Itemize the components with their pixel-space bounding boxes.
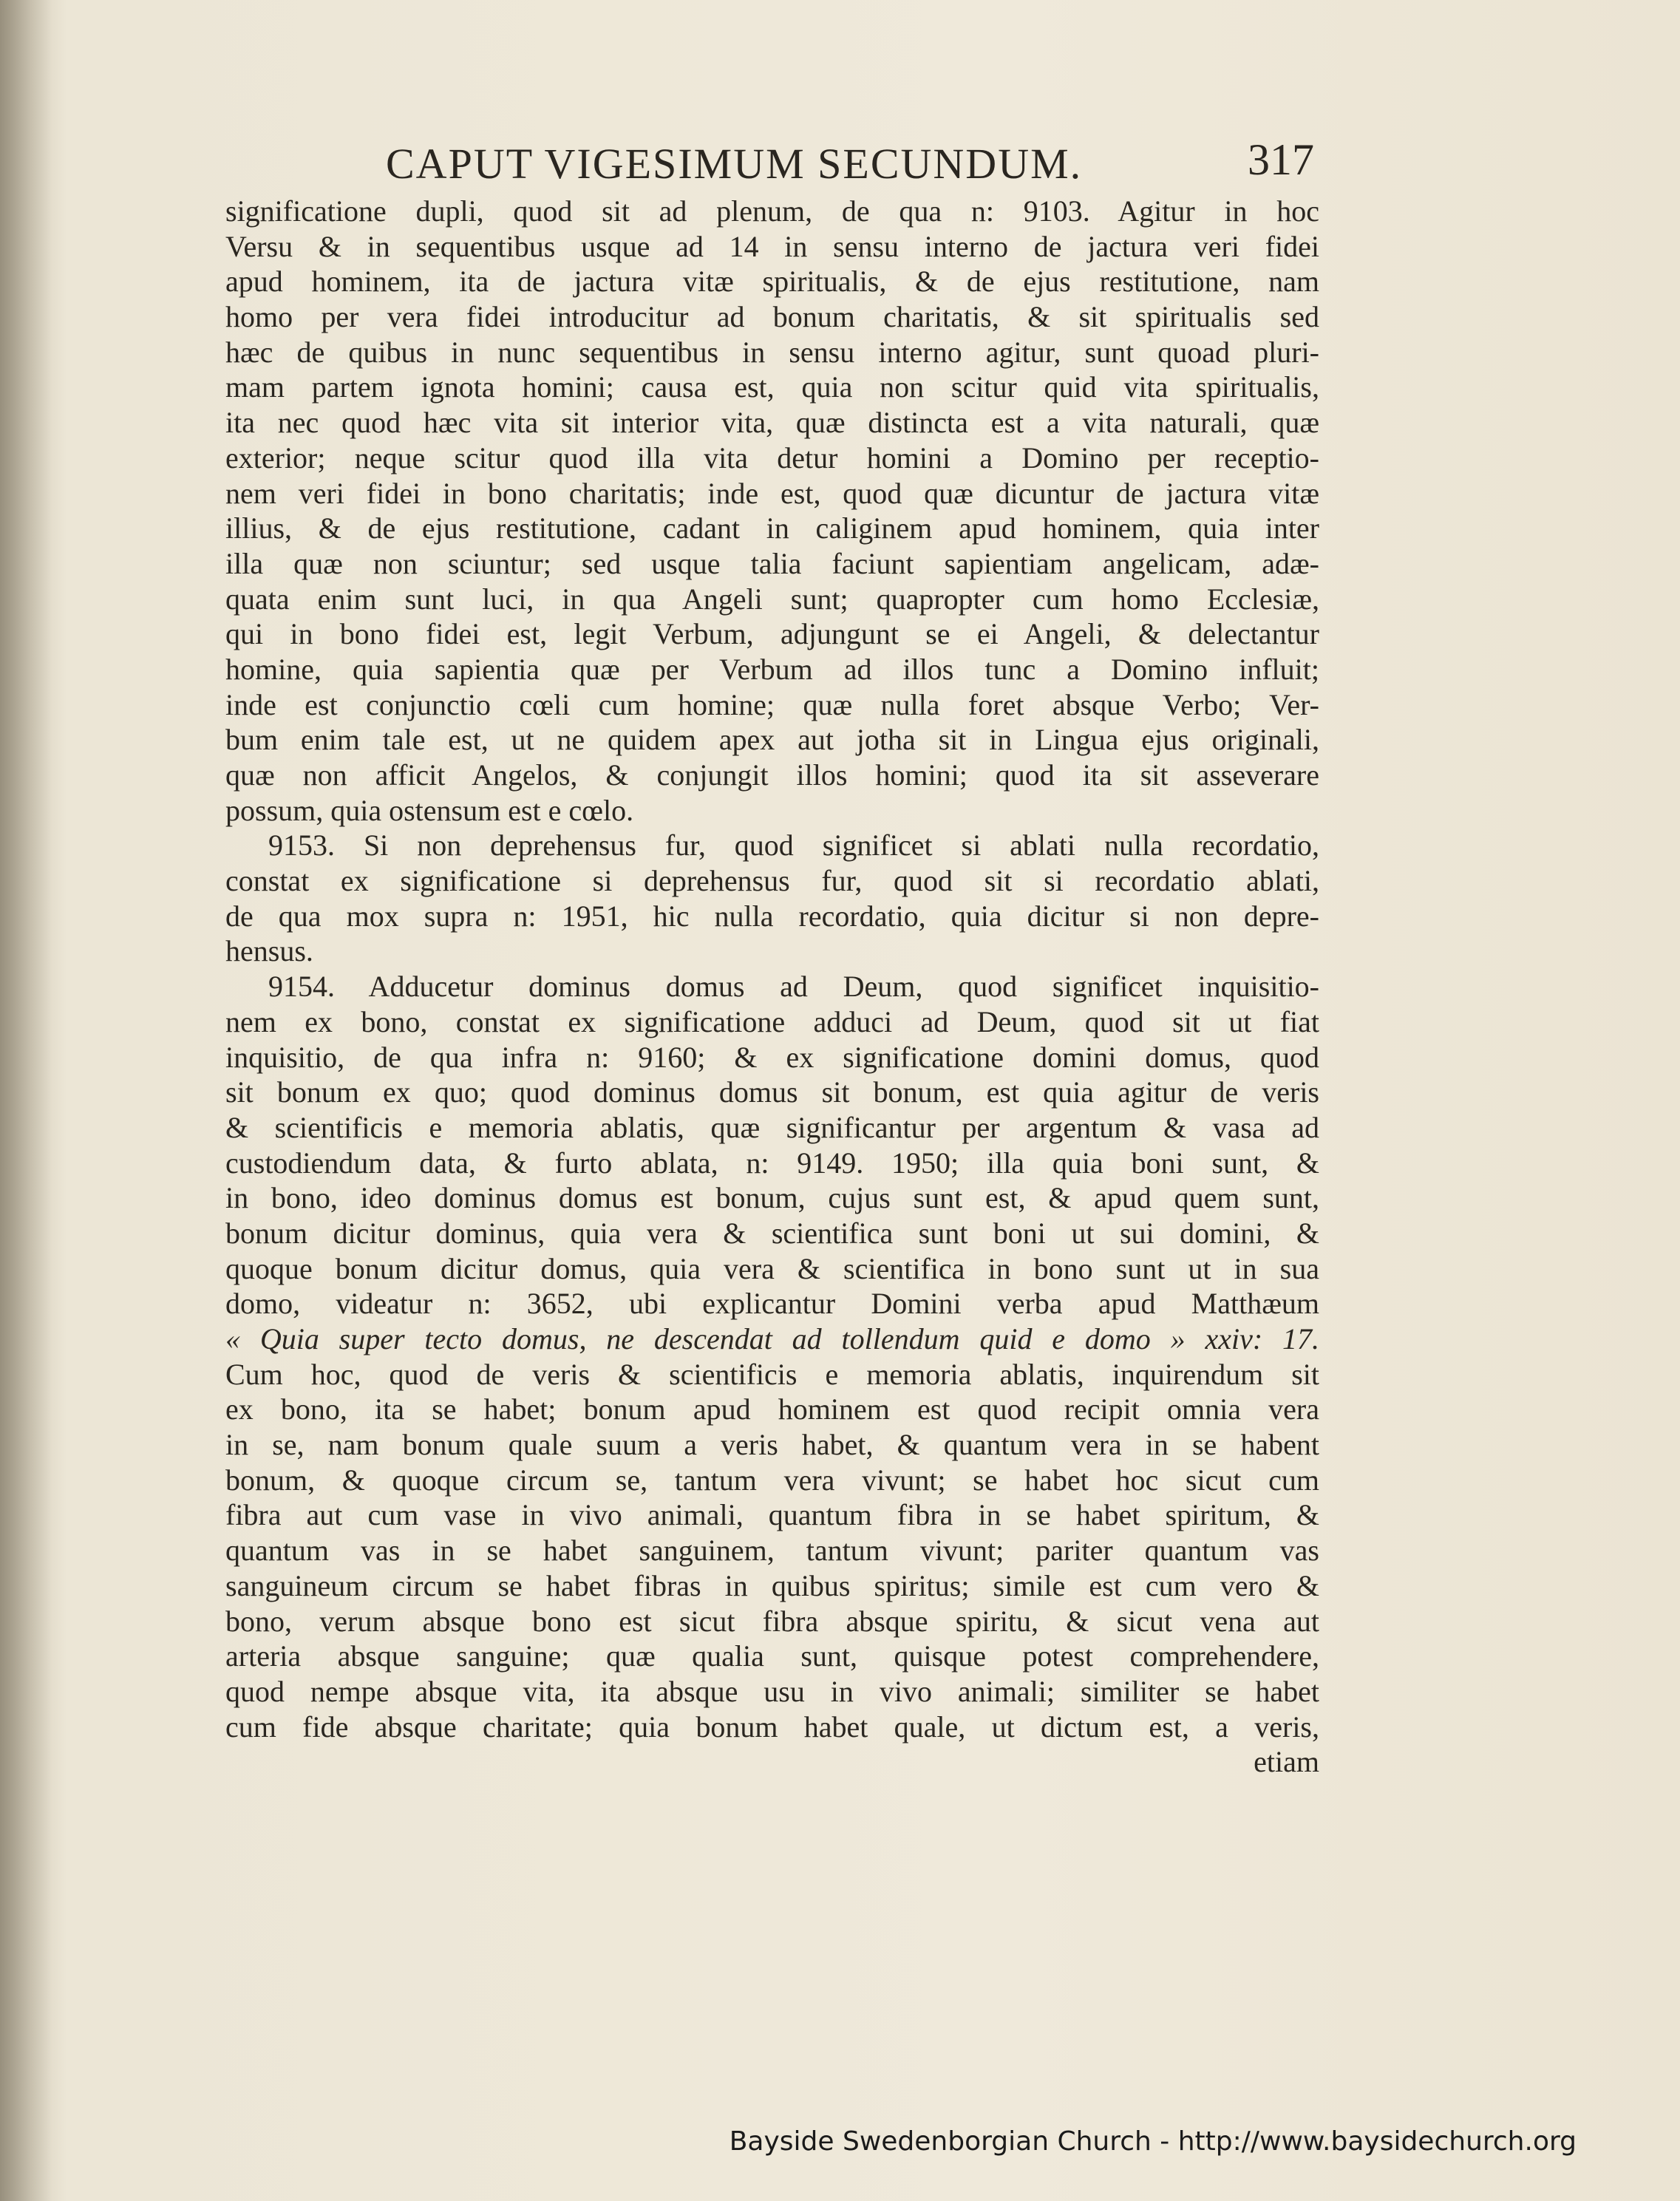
text-line: bum enim tale est, ut ne quidem apex aut jotha sit in Lingua ejus originali, [225, 723, 1319, 757]
running-title: CAPUT VIGESIMUM SECUNDUM. [386, 140, 1083, 188]
text-line: bono, verum absque bono est sicut fibra absque spiritu, & sicut vena aut [225, 1604, 1319, 1638]
watermark-text: Bayside Swedenborgian Church - http://www.baysidechurch.org [729, 2126, 1577, 2157]
text-line: inquisitio, de qua infra n: 9160; & ex significatione domini domus, quod [225, 1040, 1319, 1074]
body-text [225, 194, 1319, 1780]
page-number: 317 [1248, 135, 1314, 184]
paragraph-9154-start: 9154. Adducetur dominus domus ad Deum, quod significet inquisitio- [268, 970, 1319, 1004]
text-line: illius, & de ejus restitutione, cadant in caliginem apud hominem, quia inter [225, 511, 1319, 545]
text-line: quantum vas in se habet sanguinem, tantum vivunt; pariter quantum vas [225, 1534, 1319, 1568]
text-line: quoque bonum dicitur domus, quia vera & scientifica in bono sunt ut in sua [225, 1251, 1319, 1285]
text-line: quod nempe absque vita, ita absque usu in vivo animali; similiter se habet [225, 1674, 1319, 1708]
text-line: mam partem ignota homini; causa est, quia non scitur quid vita spiritualis, [225, 370, 1319, 404]
text-line: inde est conjunctio cœli cum homine; quæ nulla foret absque Verbo; Ver- [225, 687, 1319, 721]
text-line: significatione dupli, quod sit ad plenum, de qua n: 9103. Agitur in hoc [225, 194, 1319, 228]
text-line: quata enim sunt luci, in qua Angeli sunt; quapropter cum homo Ecclesiæ, [225, 582, 1319, 616]
text-line: fibra aut cum vase in vivo animali, quantum fibra in se habet spiritum, & [225, 1498, 1319, 1532]
text-line: sit bonum ex quo; quod dominus domus sit bonum, est quia agitur de veris [225, 1075, 1319, 1109]
text-line: sanguineum circum se habet fibras in quibus spiritus; simile est cum vero & [225, 1568, 1319, 1602]
text-line: cum fide absque charitate; quia bonum habet quale, ut dictum est, a veris, [225, 1710, 1319, 1744]
text-line: in bono, ideo dominus domus est bonum, cujus sunt est, & apud quem sunt, [225, 1181, 1319, 1215]
text-line: quæ non afficit Angelos, & conjungit illos homini; quod ita sit asseverare [225, 758, 1319, 792]
text-line: arteria absque sanguine; quæ qualia sunt, quisque potest comprehendere, [225, 1639, 1319, 1673]
text-line: nem veri fidei in bono charitatis; inde est, quod quæ dicuntur de jactura vitæ [225, 476, 1319, 510]
text-line: ita nec quod hæc vita sit interior vita, quæ distincta est a vita naturali, quæ [225, 406, 1319, 440]
page-header [222, 132, 1323, 198]
text-line: custodiendum data, & furto ablata, n: 9149. 1950; illa quia boni sunt, & [225, 1146, 1319, 1180]
quotation-line: « Quia super tecto domus, ne descendat ad tollendum quid e domo » xxiv: 17. [225, 1322, 1319, 1355]
text-line: Cum hoc, quod de veris & scientificis e memoria ablatis, inquirendum sit [225, 1357, 1319, 1391]
text-line: hensus. [225, 934, 313, 968]
text-line: qui in bono fidei est, legit Verbum, adjungunt se ei Angeli, & delectantur [225, 617, 1319, 651]
catchword: etiam [1254, 1745, 1319, 1779]
text-line: nem ex bono, constat ex significatione adduci ad Deum, quod sit ut fiat [225, 1004, 1319, 1038]
text-line: ex bono, ita se habet; bonum apud hominem est quod recipit omnia vera [225, 1392, 1319, 1426]
text-line: domo, videatur n: 3652, ubi explicantur Domini verba apud Matthæum [225, 1287, 1319, 1321]
text-line: de qua mox supra n: 1951, hic nulla recordatio, quia dicitur si non depre- [225, 899, 1319, 933]
text-line: exterior; neque scitur quod illa vita detur homini a Domino per receptio- [225, 440, 1319, 474]
text-line: bonum dicitur dominus, quia vera & scientifica sunt boni ut sui domini, & [225, 1216, 1319, 1250]
text-line: homo per vera fidei introducitur ad bonum charitatis, & sit spiritualis sed [225, 300, 1319, 334]
text-line: illa quæ non sciuntur; sed usque talia faciunt sapientiam angelicam, adæ- [225, 546, 1319, 580]
text-line: homine, quia sapientia quæ per Verbum ad illos tunc a Domino influit; [225, 652, 1319, 686]
text-line: constat ex significatione si deprehensus fur, quod sit si recordatio ablati, [225, 864, 1319, 898]
text-line: hæc de quibus in nunc sequentibus in sensu interno agitur, sunt quoad pluri- [225, 335, 1319, 369]
text-line: & scientificis e memoria ablatis, quæ significantur per argentum & vasa ad [225, 1110, 1319, 1144]
spine-shadow [0, 0, 52, 2201]
text-line: bonum, & quoque circum se, tantum vera vivunt; se habet hoc sicut cum [225, 1463, 1319, 1497]
text-line: possum, quia ostensum est e cœlo. [225, 793, 634, 827]
text-line: Versu & in sequentibus usque ad 14 in sensu interno de jactura veri fidei [225, 229, 1319, 263]
text-line: in se, nam bonum quale suum a veris habet, & quantum vera in se habent [225, 1428, 1319, 1462]
text-line: apud hominem, ita de jactura vitæ spiritualis, & de ejus restitutione, nam [225, 265, 1319, 299]
paragraph-9153-start: 9153. Si non deprehensus fur, quod significet si ablati nulla recordatio, [268, 829, 1319, 863]
